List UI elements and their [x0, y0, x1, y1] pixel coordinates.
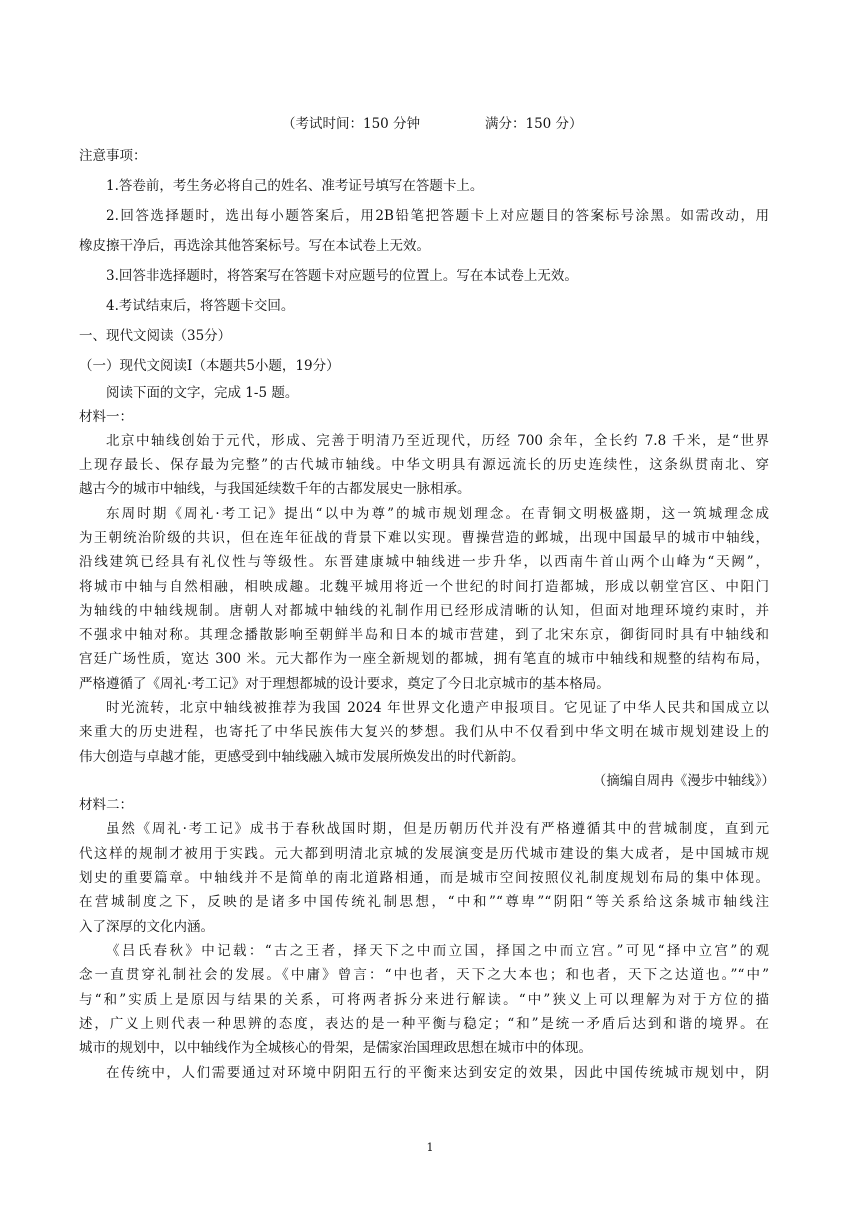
paragraph-line: 为王朝统治阶级的共识，但在连年征战的背景下难以实现。曹操营造的邺城，出现中国最早的城市中轴线，	[79, 530, 769, 546]
page-number: 1	[426, 1141, 434, 1154]
material-1-source: （摘编自周冉《漫步中轴线》）	[592, 773, 775, 789]
paragraph-line: 伟大创造与卓越才能，更感受到中轴线融入城市发展所焕发出的时代新韵。	[79, 749, 525, 765]
paragraph-line: 为轴线的中轴线规制。唐朝人对都城中轴线的礼制作用已经形成清晰的认知，但面对地理环境约束时，并	[79, 603, 769, 619]
full-score: 满分：150 分）	[485, 116, 583, 132]
section-title: 一、现代文阅读（35分）	[79, 328, 232, 344]
paragraph-line: 述，广义上则代表一种思辨的态度，表达的是一种平衡与稳定；“和”是统一矛盾后达到和谐的境界。在	[79, 1016, 769, 1032]
paragraph-line: 东周时期《周礼·考工记》提出“以中为尊”的城市规划理念。在青铜文明极盛期，这一筑城理念成	[106, 506, 769, 522]
paragraph-line: 与“和”实质上是原因与结果的关系，可将两者拆分来进行解读。“中”狭义上可以理解为对于方位的描	[79, 992, 769, 1008]
notice-title: 注意事项：	[79, 148, 147, 164]
paragraph-line: 沿线建筑已经具有礼仪性与等级性。东晋建康城中轴线进一步升华，以西南牛首山两个山峰为“天阙”，	[79, 554, 769, 570]
paragraph-line: 上现存最长、保存最为完整”的古代城市轴线。中华文明具有源远流长的历史连续性，这条纵贯南北、穿	[79, 457, 769, 473]
paragraph-line: 将城市中轴与自然相融，相映成趣。北魏平城用将近一个世纪的时间打造都城，形成以朝堂宫区、中阳门	[79, 579, 769, 595]
section-subtitle: （一）现代文阅读Ⅰ（本题共5小题，19分）	[79, 358, 340, 374]
paragraph-line: 在营城制度之下，反映的是诸多中国传统礼制思想，“中和”“尊卑”“阴阳“等关系给这条城市轴线注	[79, 894, 769, 910]
notice-item-cont: 橡皮擦干净后，再选涂其他答案标号。写在本试卷上无效。	[79, 238, 430, 254]
paragraph-line: 念一直贯穿礼制社会的发展。《中庸》曾言：“中也者，天下之大本也；和也者，天下之达道也。”“中”	[79, 967, 769, 983]
paragraph-line: 划史的重要篇章。中轴线并不是简单的南北道路相通，而是城市空间按照仪礼制度规划布局的集中体现。	[79, 870, 769, 886]
paragraph-line: 越古今的城市中轴线，与我国延续数千年的古都发展史一脉相承。	[79, 481, 471, 497]
material-1-label: 材料一：	[79, 409, 133, 425]
paragraph-line: 《吕氏春秋》中记载：“古之王者，择天下之中而立国，择国之中而立宫。”可见“择中立宫”的观	[106, 943, 769, 959]
paragraph-line: 入了深厚的文化内涵。	[79, 919, 214, 935]
exam-time: （考试时间：150 分钟	[282, 116, 421, 132]
paragraph-line: 宫廷广场性质，宽达 300 米。元大都作为一座全新规划的都城，拥有笔直的城市中轴线和规整的结构布局，	[79, 651, 769, 667]
paragraph-line: 不强求中轴对称。其理念播散影响至朝鲜半岛和日本的城市营建，到了北宋东京，御街同时具有中轴线和	[79, 627, 769, 643]
paragraph-line: 时光流转，北京中轴线被推荐为我国 2024 年世界文化遗产申报项目。它见证了中华人民共和国成立以	[106, 700, 769, 716]
notice-item: 1.答卷前，考生务必将自己的姓名、准考证号填写在答题卡上。	[106, 178, 484, 194]
paragraph-line: 在传统中，人们需要通过对环境中阴阳五行的平衡来达到安定的效果，因此中国传统城市规划中，阴	[106, 1065, 769, 1081]
paragraph-line: 北京中轴线创始于元代，形成、完善于明清乃至近现代，历经 700 余年，全长约 7.8 千米，是“世界	[106, 433, 769, 449]
material-2-label: 材料二：	[79, 797, 133, 813]
notice-item: 4.考试结束后，将答题卡交回。	[106, 298, 295, 314]
paragraph-line: 严格遵循了《周礼·考工记》对于理想都城的设计要求，奠定了今日北京城市的基本格局。	[79, 676, 610, 692]
paragraph-line: 来重大的历史进程，也寄托了中华民族伟大复兴的梦想。我们从中不仅看到中华文明在城市规划建设上的	[79, 724, 769, 740]
paragraph-line: 城市的规划中，以中轴线作为全城核心的骨架，是儒家治国理政思想在城市中的体现。	[79, 1040, 592, 1056]
notice-item: 3.回答非选择题时，将答案写在答题卡对应题号的位置上。写在本试卷上无效。	[106, 268, 578, 284]
paragraph-line: 代这样的规制才被用于实践。元大都到明清北京城的发展演变是历代城市建设的集大成者，是中国城市规	[79, 846, 769, 862]
section-instruction: 阅读下面的文字，完成 1-5 题。	[106, 385, 299, 401]
paragraph-line: 虽然《周礼·考工记》成书于春秋战国时期，但是历朝历代并没有严格遵循其中的营城制度，直到元	[106, 821, 769, 837]
notice-item: 2.回答选择题时，选出每小题答案后，用2B铅笔把答题卡上对应题目的答案标号涂黑。如需改动，用	[106, 208, 769, 224]
